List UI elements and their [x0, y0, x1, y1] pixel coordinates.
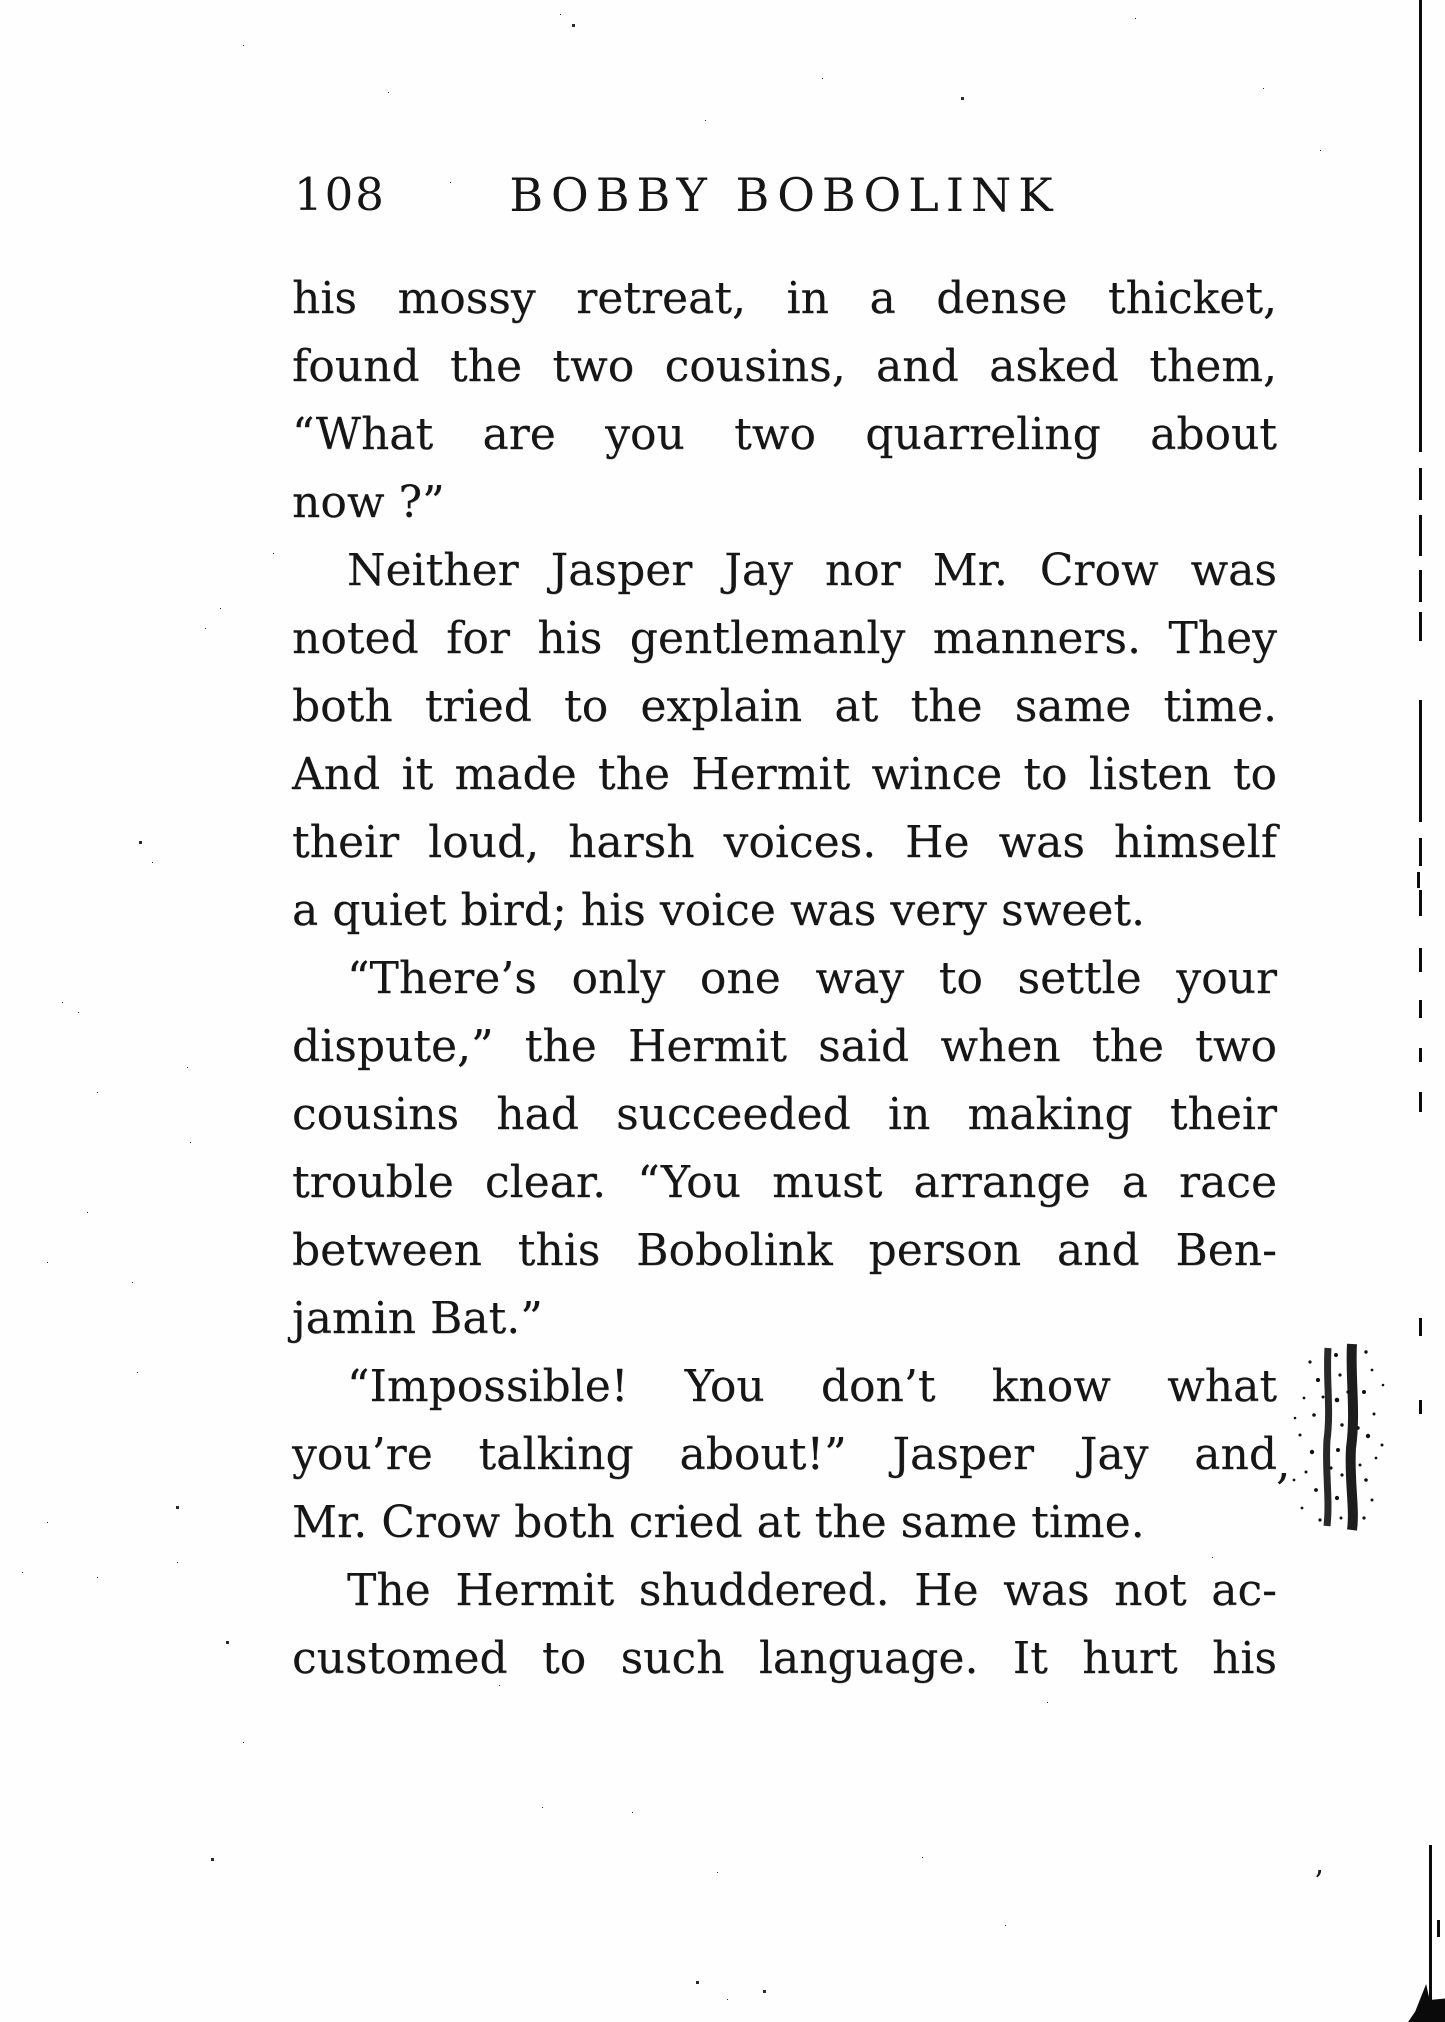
- page-edge-line-segment: [1419, 0, 1422, 452]
- page-edge-line-segment: [1419, 515, 1422, 556]
- ink-blot-corner: [1400, 1984, 1445, 2022]
- page-edge-line-segment: [1419, 838, 1422, 866]
- text-line: “What are you two quarreling about: [292, 409, 1277, 460]
- page-text: [292, 265, 1277, 1693]
- text-line: Neither Jasper Jay nor Mr. Crow was: [347, 545, 1277, 596]
- page-edge-line-segment: [1419, 612, 1422, 641]
- page-edge-line-segment: [1419, 1092, 1422, 1112]
- scan-noise-speckles: [0, 0, 1, 1]
- text-line: “There’s only one way to settle your: [347, 953, 1277, 1004]
- running-header: [292, 168, 1277, 222]
- page-edge-line-segment: [1417, 872, 1420, 888]
- text-line: The Hermit shuddered. He was not ac-: [347, 1565, 1277, 1616]
- stray-apostrophe-mark: ’: [1314, 1865, 1324, 1900]
- text-line: “Impossible! You don’t know what: [347, 1361, 1277, 1412]
- page-edge-line-segment: [1419, 1048, 1422, 1062]
- text-line: And it made the Hermit wince to listen to: [292, 749, 1277, 800]
- page-edge-line-segment: [1419, 1318, 1422, 1336]
- stray-comma-mark: ,: [1276, 1435, 1291, 1489]
- text-line: now ?”: [292, 477, 445, 528]
- scan-mark: [1437, 1920, 1440, 1937]
- page-edge-line-segment: [1429, 1845, 1432, 2022]
- text-line: both tried to explain at the same time.: [292, 681, 1277, 732]
- page-edge-line-segment: [1419, 468, 1422, 500]
- text-line: cousins had succeeded in making their: [292, 1089, 1277, 1140]
- page-edge-line-segment: [1419, 948, 1422, 972]
- page-edge-line-segment: [1419, 700, 1422, 822]
- text-line: dispute,” the Hermit said when the two: [292, 1021, 1277, 1072]
- text-line: between this Bobolink person and Ben-: [292, 1225, 1277, 1276]
- page-edge-line-segment: [1419, 890, 1422, 916]
- page-edge-line-segment: [1419, 570, 1422, 602]
- text-line: trouble clear. “You must arrange a race: [292, 1157, 1277, 1208]
- text-line: found the two cousins, and asked them,: [292, 341, 1277, 392]
- running-header-title: BOBBY BOBOLINK: [509, 168, 1060, 222]
- text-line: jamin Bat.”: [292, 1293, 543, 1344]
- text-line: customed to such language. It hurt his: [292, 1633, 1277, 1684]
- page-number: 108: [294, 168, 386, 221]
- text-line: a quiet bird; his voice was very sweet.: [292, 885, 1146, 936]
- text-line: you’re talking about!” Jasper Jay and: [292, 1429, 1277, 1480]
- page-edge-line-segment: [1419, 1000, 1422, 1018]
- text-line: Mr. Crow both cried at the same time.: [292, 1497, 1145, 1548]
- text-line: noted for his gentlemanly manners. They: [292, 613, 1277, 664]
- page-edge-line-segment: [1419, 1400, 1422, 1414]
- text-line: their loud, harsh voices. He was himself: [292, 817, 1277, 868]
- ink-smudge-artifact: [1290, 1340, 1390, 1535]
- text-line: his mossy retreat, in a dense thicket,: [292, 273, 1277, 324]
